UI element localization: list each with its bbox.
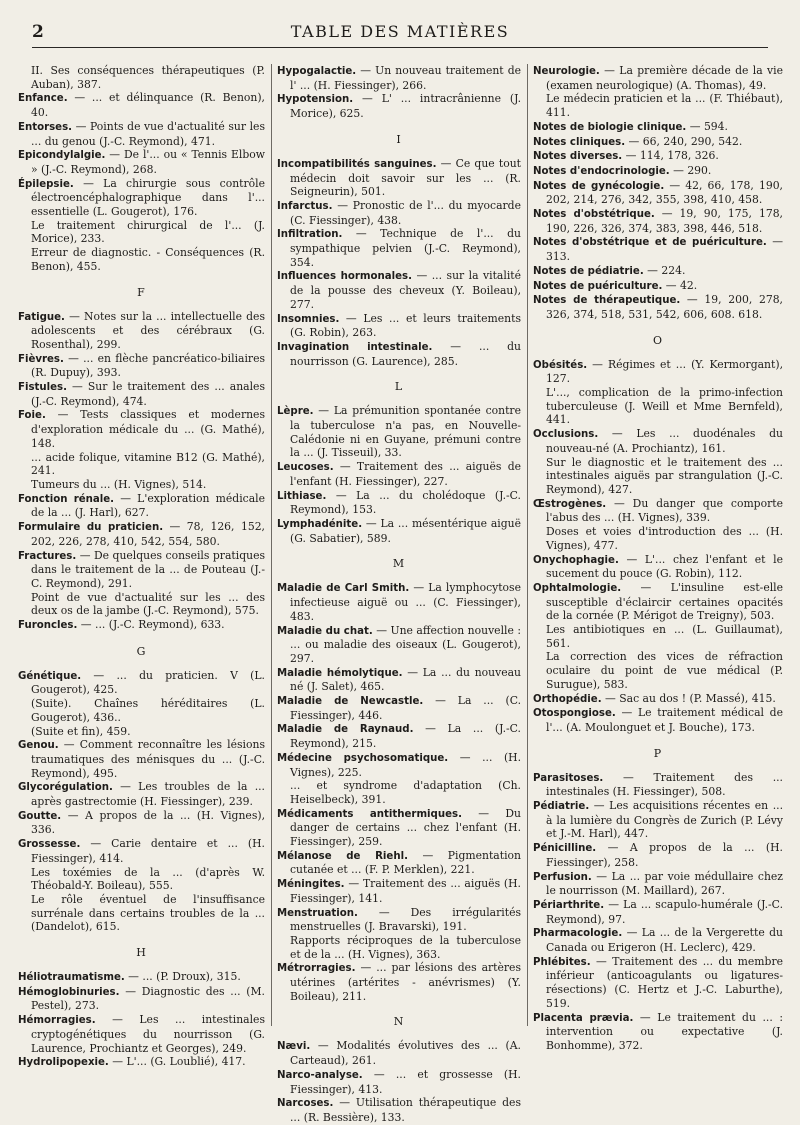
- entry-text: — De quelques conseils pratiques dans le traitement de la ... de Pouteau (J.-C. Reymond), 291.: [31, 548, 265, 590]
- entry-text: — 19, 90, 175, 178, 190, 226, 326, 374, 383, 398, 446, 518.: [546, 207, 783, 235]
- entry-title: Lithiase.: [277, 490, 327, 502]
- entry-title: Otospongiose.: [533, 708, 616, 720]
- index-entry: [277, 849, 521, 877]
- entry-title: Lymphadénite.: [277, 518, 363, 530]
- entry-title: Notes d'obstétrique.: [533, 209, 655, 221]
- entry-title: Héliotraumatisme.: [18, 972, 125, 984]
- entry-text: — A propos de la ... (H. Vignes), 336.: [31, 808, 265, 837]
- index-entry: [18, 91, 265, 119]
- index-entry: [277, 961, 521, 1003]
- index-entry: [533, 235, 783, 263]
- entry-text: — 114, 178, 326.: [622, 149, 719, 163]
- entry-text: — Une affection nouvelle : ... ou maladie des oiseaux (L. Gougerot), 297.: [290, 623, 521, 665]
- entry-text: — L' ... intracrânienne (J. Morice), 625.: [290, 92, 521, 121]
- entry-text: — ... et délinquance (R. Benon), 40.: [31, 91, 265, 120]
- index-entry: [18, 520, 265, 548]
- index-entry: [533, 427, 783, 455]
- entry-title: Narcoses.: [277, 1098, 334, 1110]
- entry-text: — Un nouveau traitement de l' ... (H. Fiessinger), 266.: [290, 64, 521, 92]
- index-subentry: L'..., complication de la primo-infection tuberculeuse (J. Weill et Mme Bernfeld), 441.: [546, 386, 783, 427]
- entry-text: — Les ... intestinales cryptogénétiques du nourrisson (G. Laurence, Prochiantz et Georges), 249.: [31, 1013, 265, 1055]
- entry-text: — ... (J.-C. Reymond), 633.: [77, 618, 225, 632]
- entry-text: — ... du praticien. V (L. Gougerot), 425.: [31, 668, 265, 697]
- entry-text: — La ... par voie médullaire chez le nourrisson (M. Maillard), 267.: [546, 869, 783, 898]
- entry-text: — La chirurgie sous contrôle électroencéphalographique dans l'... essentielle (L. Gougerot), 176.: [31, 176, 265, 219]
- index-entry: [277, 64, 521, 92]
- entry-text: — Points de vue d'actualité sur les ... du genou (J.-C. Reymond), 471.: [31, 119, 265, 148]
- entry-text: — La ... (C. Fiessinger), 446.: [290, 694, 522, 722]
- entry-text: — Traitement des ... du membre inférieur (anticoagulants ou ligatures-résections) (C. Hertz et J.-C. Laburthe), 519.: [546, 954, 783, 1010]
- index-entry: [18, 380, 265, 408]
- entry-title: Hémoglobinuries.: [18, 986, 120, 998]
- entry-text: — Régimes et ... (Y. Kermorgant), 127.: [546, 357, 783, 386]
- index-columns: [18, 64, 783, 1124]
- entry-title: Enfance.: [18, 93, 68, 105]
- running-title: TABLE DES MATIÈRES: [290, 22, 510, 41]
- entry-text: — L'exploration médicale de la ... (J. Harl), 627.: [31, 491, 265, 520]
- index-entry: [533, 293, 783, 321]
- index-subentry: La correction des vices de réfraction oculaire du point de vue médical (P. Surugue), 583.: [546, 650, 783, 691]
- index-entry: [277, 624, 521, 666]
- entry-title: Infiltration.: [277, 229, 343, 241]
- index-entry: [277, 460, 521, 488]
- entry-text: — La ... scapulo-humérale (J.-C. Reymond), 97.: [546, 897, 783, 926]
- index-entry: [533, 955, 783, 1011]
- index-entry: [277, 906, 521, 934]
- entry-text: — Sur le traitement des ... anales (J.-C. Reymond), 474.: [31, 380, 265, 408]
- entry-title: Orthopédie.: [533, 693, 602, 705]
- entry-title: Notes cliniques.: [533, 136, 626, 148]
- entry-text: — Le traitement médical de l'... (A. Moulonguet et J. Bouche), 173.: [546, 706, 783, 734]
- index-entry: [533, 164, 783, 179]
- entry-text: — 594.: [686, 119, 728, 133]
- section-letter: M: [392, 557, 406, 571]
- entry-text: — ... du nourrisson (G. Laurence), 285.: [290, 339, 521, 368]
- entry-title: Notes d'endocrinologie.: [533, 165, 670, 177]
- entry-title: Périarthrite.: [533, 899, 605, 911]
- index-entry: [277, 1096, 521, 1124]
- entry-title: Formulaire du praticien.: [18, 522, 164, 534]
- entry-title: Narco-analyse.: [277, 1069, 363, 1081]
- entry-text: — Notes sur la ... intellectuelle des adolescents et des cérébraux (G. Rosenthal), 299.: [31, 309, 265, 351]
- index-entry: [18, 970, 265, 985]
- entry-text: — Technique de l'... du sympathique pelvien (J.-C. Reymond), 354.: [290, 227, 521, 269]
- entry-title: Notes diverses.: [533, 151, 623, 163]
- column-divider: [527, 64, 528, 1026]
- entry-title: Fistules.: [18, 382, 67, 394]
- entry-text: — 224.: [643, 263, 686, 277]
- entry-title: Mélanose de Riehl.: [277, 850, 408, 862]
- index-entry: [533, 1011, 783, 1053]
- index-entry: [533, 898, 783, 926]
- entry-title: Phlébites.: [533, 956, 591, 968]
- section-letter: H: [136, 946, 147, 960]
- index-subentry: Sur le diagnostic et le traitement des ... intestinales aiguës par strangulation (J.-C. Reymond), 427.: [546, 455, 783, 496]
- index-entry: [277, 92, 521, 120]
- entry-text: — L'insuline est-elle susceptible d'éclaircir certaines opacités de la cornée (P. Mérigot de Treigny), 503.: [546, 580, 783, 623]
- index-entry: [533, 553, 783, 581]
- index-entry: [533, 149, 783, 164]
- entry-text: — L'... chez l'enfant et le sucement du pouce (G. Robin), 112.: [546, 552, 783, 581]
- entry-title: Notes de puériculture.: [533, 280, 663, 292]
- section-letter: N: [393, 1015, 405, 1029]
- entry-title: Maladie de Carl Smith.: [277, 583, 410, 595]
- index-entry: [18, 310, 265, 352]
- entry-title: Métrorragies.: [277, 963, 356, 975]
- index-subentry: II. Ses conséquences thérapeutiques (P. Auban), 387.: [31, 64, 265, 91]
- entry-title: Menstruation.: [277, 907, 358, 919]
- entry-text: — 19, 200, 278, 326, 374, 518, 531, 542, 606, 608. 618.: [546, 293, 783, 321]
- entry-title: Médicaments antithermiques.: [277, 808, 462, 820]
- entry-text: — La lymphocytose infectieuse aiguë ou ... (C. Fiessinger), 483.: [290, 581, 521, 623]
- index-subentry: (Suite et fin), 459.: [31, 724, 131, 738]
- index-entry: [277, 694, 521, 722]
- index-entry: [18, 837, 265, 865]
- page-header: [32, 22, 768, 46]
- entry-text: — ... (H. Vignes), 225.: [290, 750, 522, 779]
- entry-title: Grossesse.: [18, 839, 81, 851]
- index-entry: [533, 135, 783, 150]
- index-entry: [277, 517, 521, 545]
- index-entry: [277, 1068, 521, 1096]
- index-entry: [533, 581, 783, 623]
- entry-title: Maladie hémolytique.: [277, 667, 403, 679]
- entry-text: — Ce que tout médecin doit savoir sur les ... (R. Seigneurin), 501.: [290, 156, 521, 199]
- entry-text: — La ... de la Vergerette du Canada ou Erigeron (H. Leclerc), 429.: [546, 926, 783, 955]
- index-subentry: Point de vue d'actualité sur les ... des deux os de la jambe (J.-C. Reymond), 575.: [31, 590, 265, 618]
- index-subentry: Tumeurs du ... (H. Vignes), 514.: [31, 477, 207, 491]
- index-entry: [533, 706, 783, 734]
- entry-title: Influences hormonales.: [277, 271, 412, 283]
- entry-title: Neurologie.: [533, 66, 600, 77]
- entry-text: — La prémunition spontanée contre la tuberculose n'a pas, en Nouvelle-Calédonie ni en Guyane, prémuni contre la ... (J. Tisseuil), 33.: [290, 404, 521, 460]
- entry-text: — Traitement des ... aiguës (H. Fiessinger), 141.: [290, 877, 521, 905]
- entry-text: — 313.: [546, 235, 783, 264]
- entry-title: Notes de pédiatrie.: [533, 265, 644, 277]
- entry-title: Fièvres.: [18, 353, 64, 365]
- entry-text: — ... et grossesse (H. Fiessinger), 413.: [290, 1067, 521, 1096]
- entry-title: Maladie du chat.: [277, 625, 373, 637]
- index-subentry: (Suite). Chaînes héréditaires (L. Gougerot), 436..: [31, 697, 265, 724]
- index-entry: [18, 1055, 265, 1070]
- entry-text: — ... en flèche pancréatico-biliaires (R. Dupuy), 393.: [31, 351, 265, 380]
- entry-title: Hémorragies.: [18, 1015, 96, 1027]
- entry-text: — Les troubles de la ... après gastrectomie (H. Fiessinger), 239.: [31, 780, 265, 809]
- entry-title: Pédiatrie.: [533, 801, 590, 813]
- entry-text: — L'... (G. Loublié), 417.: [108, 1055, 246, 1069]
- header-rule: [32, 47, 768, 48]
- page-number: 2: [32, 22, 44, 42]
- entry-title: Insomnies.: [277, 313, 340, 325]
- entry-text: — Les acquisitions récentes en ... à la lumière du Congrès de Zurich (P. Lévy et J.-M. Harl), 447.: [546, 799, 783, 841]
- entry-text: — Les ... duodénales du nouveau-né (A. Prochiantz), 161.: [546, 427, 783, 455]
- entry-text: — Des irrégularités menstruelles (J. Bravarski), 191.: [290, 905, 521, 934]
- section-letter: P: [653, 746, 663, 760]
- index-entry: [533, 264, 783, 279]
- entry-text: — 290.: [669, 163, 712, 177]
- entry-text: — La ... du nouveau né (J. Salet), 465.: [290, 665, 521, 694]
- index-entry: [18, 492, 265, 520]
- index-entry: [533, 771, 783, 799]
- section-letter: I: [396, 132, 402, 146]
- entry-text: — La ... du cholédoque (J.-C. Reymond), 153.: [290, 488, 521, 517]
- entry-title: Infarctus.: [277, 200, 333, 212]
- entry-title: Médecine psychosomatique.: [277, 752, 449, 764]
- section-letter: L: [394, 380, 404, 394]
- entry-text: — La ... mésentérique aiguë (G. Sabatier), 589.: [290, 516, 521, 545]
- index-subentry: Le rôle éventuel de l'insuffisance surrénale dans certains troubles de la ... (Dandelot), 615.: [31, 892, 265, 934]
- entry-title: Placenta prævia.: [533, 1012, 634, 1024]
- index-entry: [277, 227, 521, 269]
- entry-title: Epicondylalgie.: [18, 150, 106, 162]
- entry-title: Fonction rénale.: [18, 493, 115, 505]
- column-divider: [271, 64, 272, 1026]
- section-letter: O: [652, 333, 664, 347]
- entry-title: Maladie de Raynaud.: [277, 724, 414, 736]
- entry-text: — ... (P. Droux), 315.: [124, 970, 241, 984]
- index-entry: [533, 926, 783, 954]
- entry-text: — 66, 240, 290, 542.: [625, 134, 743, 148]
- entry-title: Obésités.: [533, 359, 588, 371]
- entry-text: — 42, 66, 178, 190, 202, 214, 276, 342, 355, 398, 410, 458.: [546, 178, 783, 207]
- index-entry: [277, 581, 521, 623]
- entry-text: — Le traitement du ... : intervention ou expectative (J. Bonhomme), 372.: [546, 1010, 783, 1052]
- column-2: [277, 64, 522, 1124]
- index-entry: [18, 738, 265, 780]
- index-entry: [18, 809, 265, 837]
- index-entry: [277, 722, 521, 750]
- entry-title: Fatigue.: [18, 311, 65, 323]
- index-subentry: Erreur de diagnostic. - Conséquences (R. Benon), 455.: [31, 246, 265, 273]
- index-subentry: Les toxémies de la ... (d'après W. Théobald-Y. Boileau), 555.: [31, 865, 265, 893]
- entry-title: Incompatibilités sanguines.: [277, 158, 437, 170]
- index-entry: [533, 358, 783, 386]
- index-subentry: Doses et voies d'introduction des ... (H. Vignes), 477.: [546, 525, 783, 552]
- index-entry: [277, 666, 521, 694]
- entry-text: — Carie dentaire et ... (H. Fiessinger), 414.: [31, 837, 265, 865]
- index-entry: [533, 841, 783, 869]
- index-entry: [533, 870, 783, 898]
- index-entry: [533, 120, 783, 135]
- entry-text: — ... par lésions des artères utérines (artérites - anévrismes) (Y. Boileau), 211.: [290, 961, 521, 1003]
- entry-title: Œstrogènes.: [533, 498, 607, 510]
- entry-title: Leucoses.: [277, 462, 334, 474]
- entry-title: Épilepsie.: [18, 178, 74, 190]
- entry-title: Fractures.: [18, 550, 77, 562]
- index-entry: [18, 669, 265, 697]
- index-subentry: Rapports réciproques de la tuberculose et de la ... (H. Vignes), 363.: [290, 933, 521, 961]
- index-entry: [277, 157, 521, 199]
- index-entry: [18, 352, 265, 380]
- entry-title: Goutte.: [18, 810, 62, 822]
- entry-title: Pharmacologie.: [533, 928, 623, 940]
- index-entry: [277, 269, 521, 311]
- entry-title: Invagination intestinale.: [277, 341, 433, 353]
- entry-title: Lèpre.: [277, 406, 314, 418]
- entry-text: — Pigmentation cutanée et ... (F. P. Merklen), 221.: [290, 848, 521, 877]
- index-entry: [533, 64, 783, 92]
- entry-title: Glycorégulation.: [18, 782, 113, 794]
- entry-text: — A propos de la ... (H. Fiessinger), 258.: [546, 841, 783, 869]
- entry-text: — Comment reconnaître les lésions traumatiques des ménisques du ... (J.-C. Reymond), 495.: [31, 738, 265, 780]
- index-entry: [533, 692, 783, 707]
- section-letter: F: [137, 285, 146, 299]
- entry-title: Notes de thérapeutique.: [533, 295, 681, 307]
- entry-text: — Les ... et leurs traitements (G. Robin), 263.: [290, 311, 521, 340]
- index-subentry: Les antibiotiques en ... (L. Guillaumat), 561.: [546, 623, 783, 650]
- index-entry: [277, 751, 521, 779]
- index-subentry: Le médecin praticien et la ... (F. Thiébaut), 411.: [546, 92, 783, 120]
- entry-title: Hypotension.: [277, 94, 354, 106]
- entry-title: Hydrolipopexie.: [18, 1057, 109, 1069]
- index-subentry: ... et syndrome d'adaptation (Ch. Heiselbeck), 391.: [290, 779, 521, 806]
- index-entry: [277, 1039, 521, 1067]
- index-entry: [18, 985, 265, 1013]
- entry-title: Méningites.: [277, 879, 345, 891]
- index-subentry: ... acide folique, vitamine B12 (G. Mathé), 241.: [31, 450, 265, 478]
- entry-title: Pénicilline.: [533, 843, 597, 855]
- entry-text: — Modalités évolutives des ... (A. Carteaud), 261.: [290, 1039, 521, 1068]
- entry-text: — Traitement des ... aiguës de l'enfant (H. Fiessinger), 227.: [290, 460, 521, 488]
- entry-title: Furoncles.: [18, 620, 78, 632]
- entry-text: — Sac au dos ! (P. Massé), 415.: [601, 691, 776, 705]
- index-entry: [18, 148, 265, 176]
- index-entry: [18, 1013, 265, 1055]
- entry-title: Maladie de Newcastle.: [277, 696, 424, 708]
- entry-title: Foie.: [18, 410, 46, 422]
- entry-title: Perfusion.: [533, 871, 592, 883]
- entry-text: — Traitement des ... intestinales (H. Fiessinger), 508.: [546, 770, 783, 799]
- entry-title: Génétique.: [18, 670, 82, 682]
- index-entry: [18, 408, 265, 450]
- index-entry: [277, 877, 521, 905]
- entry-title: Notes d'obstétrique et de puériculture.: [533, 237, 767, 249]
- entry-text: — 42.: [662, 278, 698, 292]
- entry-title: Parasitoses.: [533, 772, 604, 784]
- entry-title: Onychophagie.: [533, 554, 619, 566]
- index-entry: [277, 807, 521, 849]
- entry-title: Occlusions.: [533, 429, 599, 441]
- index-entry: [533, 207, 783, 235]
- entry-title: Nævi.: [277, 1041, 311, 1053]
- index-entry: [18, 120, 265, 148]
- section-letter: G: [136, 644, 147, 658]
- entry-text: — ... sur la vitalité de la pousse des cheveux (Y. Boileau), 277.: [290, 269, 522, 311]
- column-1: [18, 64, 265, 1069]
- index-entry: [18, 618, 265, 633]
- entry-text: — La ... (J.-C. Reymond), 215.: [290, 722, 521, 751]
- entry-text: — De l'... ou « Tennis Elbow » (J.-C. Reymond), 268.: [31, 148, 265, 176]
- entry-text: — Diagnostic des ... (M. Pestel), 273.: [31, 984, 265, 1013]
- index-entry: [277, 489, 521, 517]
- index-entry: [18, 177, 265, 219]
- entry-title: Genou.: [18, 740, 59, 752]
- entry-text: — Du danger de certains ... chez l'enfant (H. Fiessinger), 259.: [290, 806, 521, 849]
- index-entry: [277, 199, 521, 227]
- index-entry: [277, 404, 521, 460]
- index-entry: [277, 312, 521, 340]
- index-entry: [18, 549, 265, 591]
- entry-text: — 78, 126, 152, 202, 226, 278, 410, 542, 554, 580.: [31, 520, 265, 548]
- index-entry: [18, 780, 265, 808]
- entry-text: — Tests classiques et modernes d'exploration médicale du ... (G. Mathé), 148.: [31, 408, 265, 450]
- index-entry: [277, 340, 521, 368]
- entry-title: Notes de gynécologie.: [533, 180, 665, 192]
- column-3: [533, 64, 783, 1052]
- entry-text: — La première décade de la vie (examen neurologique) (A. Thomas), 49.: [546, 64, 783, 92]
- index-entry: [533, 179, 783, 207]
- index-subentry: Le traitement chirurgical de l'... (J. Morice), 233.: [31, 218, 265, 246]
- entry-title: Hypogalactie.: [277, 66, 357, 77]
- entry-text: — Du danger que comporte l'abus des ... (H. Vignes), 339.: [546, 496, 783, 525]
- entry-title: Entorses.: [18, 121, 73, 133]
- entry-title: Ophtalmologie.: [533, 582, 622, 594]
- entry-text: — Pronostic de l'... du myocarde (C. Fiessinger), 438.: [290, 198, 521, 227]
- index-entry: [533, 279, 783, 294]
- index-entry: [533, 497, 783, 525]
- entry-title: Notes de biologie clinique.: [533, 121, 687, 133]
- entry-text: — Utilisation thérapeutique des ... (R. Bessière), 133.: [290, 1096, 521, 1124]
- index-entry: [533, 799, 783, 841]
